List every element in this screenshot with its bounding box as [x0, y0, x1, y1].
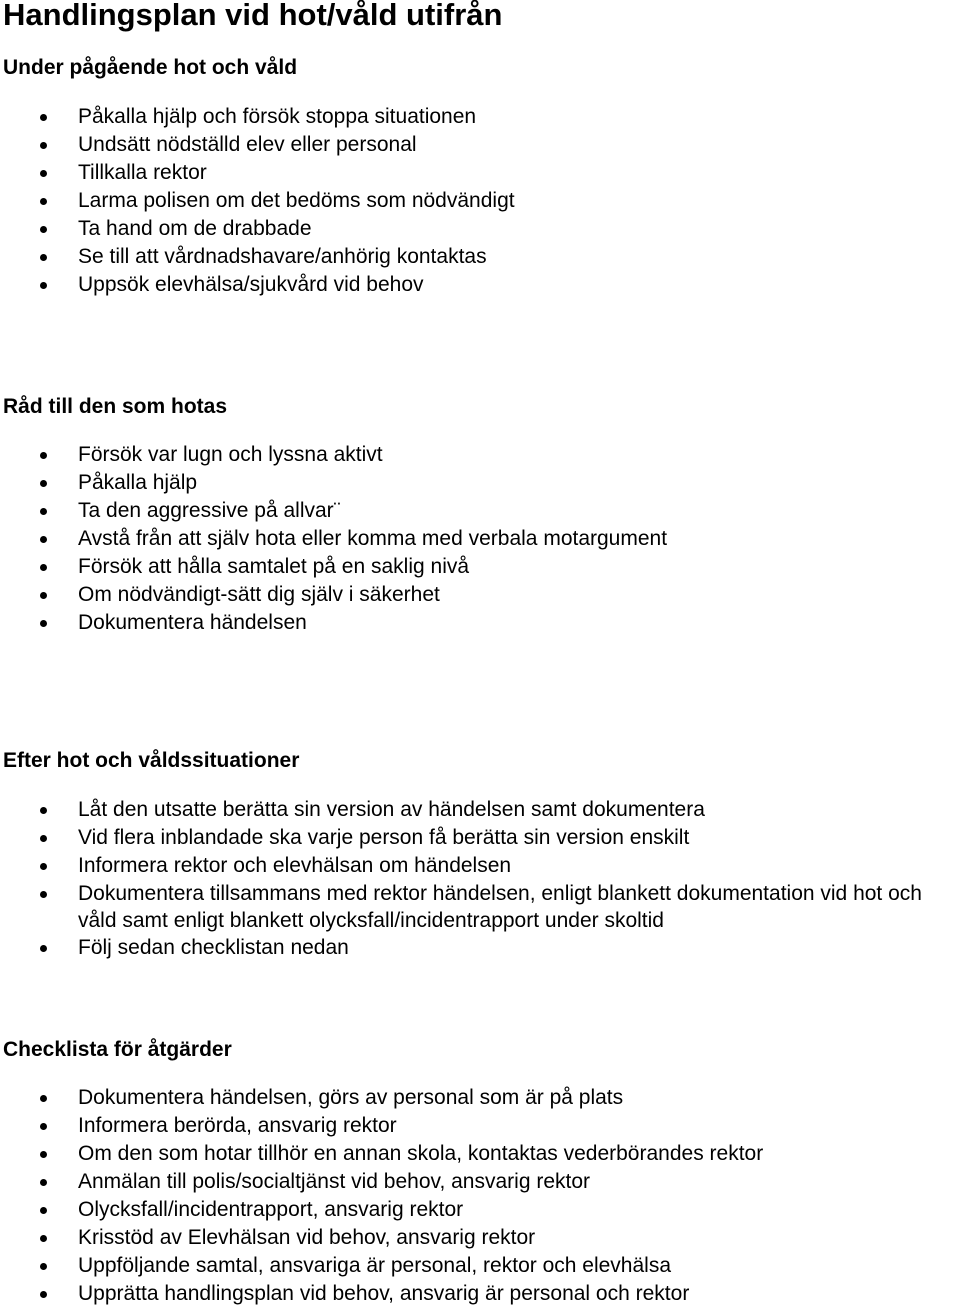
list-item-text: Krisstöd av Elevhälsan vid behov, ansvarig rektor — [78, 1226, 536, 1249]
list-item-text: Ta hand om de drabbade — [78, 217, 312, 240]
list-item — [0, 469, 960, 497]
list-item — [0, 1112, 960, 1140]
list-item — [0, 441, 960, 469]
list-item — [0, 1140, 960, 1168]
bullet-icon — [40, 1123, 47, 1130]
list-item — [0, 103, 960, 131]
list-item — [0, 609, 960, 637]
bullet-icon — [40, 1207, 47, 1214]
bullet-icon — [40, 536, 47, 543]
document-title: Handlingsplan vid hot/våld utifrån — [3, 0, 503, 32]
bullet-icon — [40, 1095, 47, 1102]
section-heading-during-threat: Under pågående hot och våld — [3, 56, 298, 79]
bullet-icon — [40, 891, 47, 898]
list-item — [0, 243, 960, 271]
bullet-icon — [40, 198, 47, 205]
list-item — [0, 187, 960, 215]
bullet-icon — [40, 282, 47, 289]
list-item — [0, 215, 960, 243]
section-heading-checklist: Checklista för åtgärder — [3, 1038, 232, 1061]
list-item — [0, 1224, 960, 1252]
list-item — [0, 1252, 960, 1280]
list-item-text: Följ sedan checklistan nedan — [78, 936, 349, 959]
bullet-icon — [40, 452, 47, 459]
list-item — [0, 497, 960, 525]
bullet-icon — [40, 863, 47, 870]
bullet-icon — [40, 945, 47, 952]
bullet-icon — [40, 620, 47, 627]
list-item — [0, 131, 960, 159]
section-heading-advice: Råd till den som hotas — [3, 395, 228, 418]
list-item — [0, 581, 960, 609]
bullet-icon — [40, 1235, 47, 1242]
list-item-text: Ta den aggressive på allvar¨ — [78, 499, 341, 522]
list-item-text: Informera rektor och elevhälsan om händelsen — [78, 854, 512, 877]
bullet-icon — [40, 114, 47, 121]
list-item-text: Vid flera inblandade ska varje person få berätta sin version enskilt — [78, 826, 690, 849]
list-item-text: Uppsök elevhälsa/sjukvård vid behov — [78, 273, 424, 296]
bullet-icon — [40, 1263, 47, 1270]
list-item — [0, 1168, 960, 1196]
list-item-text: Försök att hålla samtalet på en saklig nivå — [78, 555, 470, 578]
list-item — [0, 1084, 960, 1112]
list-item-text: Avstå från att själv hota eller komma med verbala motargument — [78, 527, 668, 550]
bullet-icon — [40, 807, 47, 814]
bullet-icon — [40, 226, 47, 233]
list-item — [0, 880, 960, 934]
list-item — [0, 934, 960, 962]
list-item-text: Se till att vårdnadshavare/anhörig kontaktas — [78, 245, 487, 268]
list-item-text: Försök var lugn och lyssna aktivt — [78, 443, 383, 466]
list-item-text: Påkalla hjälp — [78, 471, 198, 494]
list-item — [0, 1196, 960, 1224]
list-item — [0, 525, 960, 553]
list-item — [0, 796, 960, 824]
bullet-icon — [40, 480, 47, 487]
bullet-icon — [40, 254, 47, 261]
list-item-text: Dokumentera tillsammans med rektor händelsen, enligt blankett dokumentation vid hot och våld samt enligt blankett olycksfall/incidentrapport under skoltid — [78, 882, 922, 932]
list-item-text: Dokumentera händelsen, görs av personal som är på plats — [78, 1086, 624, 1109]
bullet-icon — [40, 1179, 47, 1186]
list-item-text: Olycksfall/incidentrapport, ansvarig rektor — [78, 1198, 464, 1221]
list-item — [0, 852, 960, 880]
list-item — [0, 271, 960, 299]
bullet-icon — [40, 508, 47, 515]
list-item-text: Låt den utsatte berätta sin version av händelsen samt dokumentera — [78, 798, 705, 821]
list-item-text: Tillkalla rektor — [78, 161, 207, 184]
list-during-threat — [0, 103, 960, 299]
list-checklist — [0, 1084, 960, 1308]
bullet-icon — [40, 564, 47, 571]
list-item-text: Informera berörda, ansvarig rektor — [78, 1114, 397, 1137]
list-advice — [0, 441, 960, 637]
list-item — [0, 553, 960, 581]
list-item-text: Anmälan till polis/socialtjänst vid behov, ansvarig rektor — [78, 1170, 591, 1193]
section-heading-after-threat: Efter hot och våldssituationer — [3, 749, 300, 772]
list-item-text: Uppföljande samtal, ansvariga är personal, rektor och elevhälsa — [78, 1254, 671, 1277]
list-item — [0, 824, 960, 852]
bullet-icon — [40, 1151, 47, 1158]
list-item-text: Om den som hotar tillhör en annan skola, kontaktas vederbörandes rektor — [78, 1142, 764, 1165]
bullet-icon — [40, 835, 47, 842]
bullet-icon — [40, 170, 47, 177]
list-item-text: Larma polisen om det bedöms som nödvändigt — [78, 189, 515, 212]
list-item-text: Om nödvändigt-sätt dig själv i säkerhet — [78, 583, 440, 606]
bullet-icon — [40, 142, 47, 149]
list-item — [0, 159, 960, 187]
list-item-text: Dokumentera händelsen — [78, 611, 307, 634]
list-item-text: Undsätt nödställd elev eller personal — [78, 133, 417, 156]
bullet-icon — [40, 592, 47, 599]
list-item-text: Upprätta handlingsplan vid behov, ansvarig är personal och rektor — [78, 1282, 690, 1305]
list-after-threat — [0, 796, 960, 962]
list-item — [0, 1280, 960, 1308]
bullet-icon — [40, 1291, 47, 1298]
list-item-text: Påkalla hjälp och försök stoppa situationen — [78, 105, 477, 128]
